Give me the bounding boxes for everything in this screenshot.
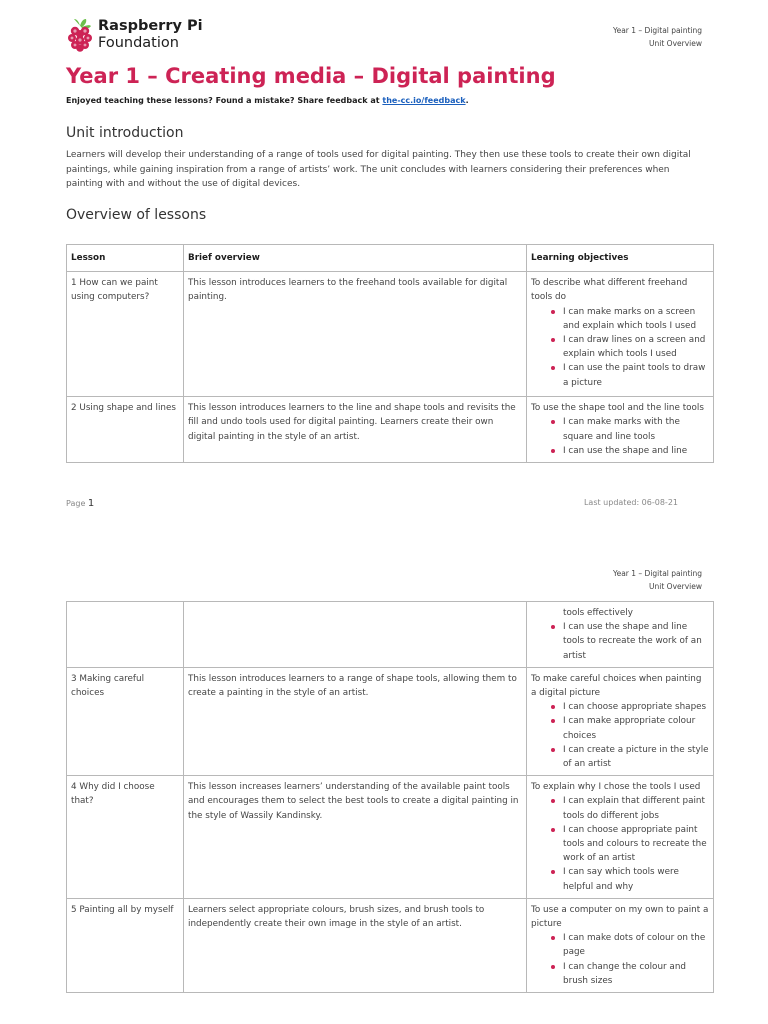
objective-bullet: I can explain that different paint tools do different jobs <box>531 794 709 822</box>
last-updated: Last updated: 06-08-21 <box>583 498 678 507</box>
objective-bullet: I can use the shape and line tools to recreate the work of an artist <box>531 620 709 663</box>
raspberry-pi-logo <box>66 17 203 53</box>
header-overview: Brief overview <box>184 245 527 272</box>
overview-heading: Overview of lessons <box>66 207 207 223</box>
overview-cell: This lesson introduces learners to the freehand tools available for digital painting. <box>184 272 527 397</box>
raspberry-icon <box>66 17 94 53</box>
objective-text: To describe what different freehand tools do <box>531 278 688 303</box>
objective-text: To use the shape tool and the line tools <box>531 403 704 414</box>
header-line-2: Unit Overview <box>649 38 702 48</box>
objective-continuation: tools effectively <box>563 608 633 618</box>
objectives-cell <box>527 272 714 397</box>
objective-bullet: I can make marks on a screen and explain which tools I used <box>531 305 709 333</box>
objective-bullet: I can choose appropriate shapes <box>531 700 709 714</box>
objective-text: To explain why I chose the tools I used <box>531 782 701 793</box>
overview-cell: This lesson introduces learners to the line and shape tools and revisits the fill and undo tools used for digital painting. Learners create their own digital painting in the style of an artist. <box>184 397 527 463</box>
objective-bullet: I can change the colour and brush sizes <box>531 960 709 988</box>
table-row <box>67 397 714 463</box>
overview-cell <box>184 602 527 668</box>
logo-line-2: Foundation <box>98 35 179 51</box>
unit-intro-text: Learners will develop their understanding of a range of tools used for digital painting. They then use these tools to create their own digital paintings, while gaining inspiration from a range of artists’ work. The unit concludes with learners considering their preferences when painting with and without the use of digital devices. <box>66 150 691 189</box>
table-row <box>67 898 714 992</box>
lesson-cell: 3 Making careful choices <box>67 667 184 775</box>
table-row <box>67 272 714 397</box>
header-lesson: Lesson <box>67 245 184 272</box>
objective-bullet: I can make appropriate colour choices <box>531 714 709 742</box>
objective-bullet: I can use the paint tools to draw a picture <box>531 361 709 389</box>
overview-cell: This lesson increases learners’ understanding of the available paint tools and encourages them to select the best tools to create a digital painting in the style of Wassily Kandinsky. <box>184 776 527 899</box>
objective-bullet: I can choose appropriate paint tools and colours to recreate the work of an artist <box>531 823 709 866</box>
objective-text: To make careful choices when painting a digital picture <box>531 673 702 699</box>
objective-bullet: I can use the shape and line <box>531 444 709 458</box>
header-line-2: Unit Overview <box>649 581 702 591</box>
running-header <box>613 25 702 50</box>
objective-bullet: I can make marks with the square and line tools <box>531 415 709 443</box>
feedback-text: Enjoyed teaching these lessons? Found a mistake? Share feedback at <box>66 96 383 105</box>
table-row <box>67 602 714 668</box>
objective-text: To use a computer on my own to paint a picture <box>531 904 709 930</box>
lesson-cell: 1 How can we paint using computers? <box>67 272 184 397</box>
overview-cell: This lesson introduces learners to a range of shape tools, allowing them to create a painting in the style of an artist. <box>184 667 527 775</box>
feedback-end: . <box>465 96 469 105</box>
running-header <box>613 568 702 593</box>
page-2 <box>0 530 768 1024</box>
table-row <box>67 667 714 775</box>
objectives-cell <box>527 898 714 992</box>
objectives-cell <box>527 667 714 775</box>
overview-cell: Learners select appropriate colours, brush sizes, and brush tools to independently create their own image in the style of an artist. <box>184 898 527 992</box>
page-number <box>66 498 94 509</box>
table-header-row <box>67 245 714 272</box>
objective-bullet: I can say which tools were helpful and why <box>531 865 709 893</box>
page-num: 1 <box>87 498 95 509</box>
header-line-1: Year 1 – Digital painting <box>613 26 702 35</box>
lesson-cell <box>67 602 184 668</box>
objectives-cell <box>527 397 714 463</box>
objectives-cell <box>527 776 714 899</box>
lesson-cell: 5 Painting all by myself <box>67 898 184 992</box>
lesson-cell: 4 Why did I choose that? <box>67 776 184 899</box>
logo-line-1: Raspberry Pi <box>98 18 203 34</box>
page-label: Page <box>66 499 88 508</box>
lessons-table <box>66 244 714 463</box>
feedback-line <box>66 96 469 105</box>
objective-bullet: I can make dots of colour on the page <box>531 931 709 959</box>
page-title: Year 1 – Creating media – Digital painting <box>66 64 556 88</box>
lesson-cell: 2 Using shape and lines <box>67 397 184 463</box>
table-row <box>67 776 714 899</box>
objectives-cell <box>527 602 714 668</box>
feedback-link[interactable]: the-cc.io/feedback <box>382 96 466 105</box>
lessons-table-continued <box>66 601 714 993</box>
unit-intro-heading: Unit introduction <box>66 125 184 141</box>
objective-bullet: I can draw lines on a screen and explain which tools I used <box>531 333 709 361</box>
header-line-1: Year 1 – Digital painting <box>613 569 702 578</box>
header-objectives: Learning objectives <box>527 245 714 272</box>
objective-bullet: I can create a picture in the style of an artist <box>531 743 709 771</box>
